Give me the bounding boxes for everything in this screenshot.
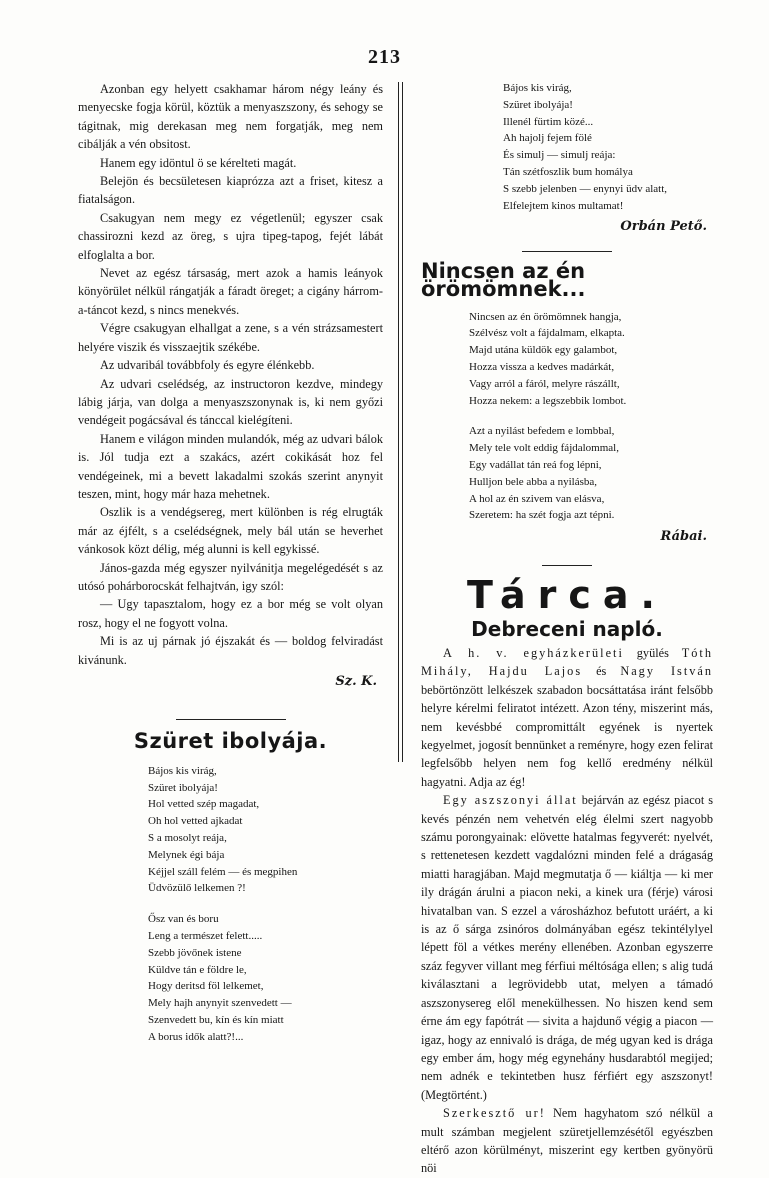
poem-line: Szeretem: ha szét fogja azt tépni. <box>469 509 615 522</box>
person-names: Nagy István <box>620 664 713 679</box>
poem-line: Hozza vissza a kedves madárkát, <box>469 360 615 373</box>
poem-line: Leng a természet felett..... <box>148 929 263 942</box>
story-paragraph: Végre csakugyan elhallgat a zene, s a vén strázsamestert helyére viszik és visszaejtik székébe. <box>78 321 383 354</box>
poem-line: Bájos kis virág, <box>503 82 572 94</box>
poem-line: Ősz van és boru <box>148 913 219 926</box>
poem-line: Szebb jövőnek istene <box>148 946 242 959</box>
column-divider <box>398 82 403 762</box>
story-paragraph: — Ugy tapasztalom, hogy ez a bor még se volt olyan rosz, hogy el ne fogyott volna. <box>78 597 383 630</box>
poem-stanza <box>469 423 713 524</box>
poem-line: Hulljon bele abba a nyilásba, <box>469 475 597 488</box>
story-paragraph: Hanem e világon minden mulandók, még az udvari bálok is. Jól tudja ezt a szakács, azért cokikását hoz fel vendégeinek, mi a bevett lakadalmi szokás szerint anynyit teszen, mint, hogy már haza mehetnek. <box>78 431 383 501</box>
poem-line: Illenél fürtim közé... <box>503 115 594 128</box>
text-run: és <box>582 664 621 679</box>
poem-signature: Orbán Pető. <box>620 219 707 235</box>
article-paragraph <box>421 1104 713 1178</box>
poem-szuret-continued <box>421 80 713 214</box>
poem-line: Nincsen az én örömömnek hangja, <box>469 310 622 323</box>
poem-line: Majd utána küldök egy galambot, <box>469 344 618 357</box>
story-paragraph: Hanem egy idöntul ö se kérelteti magát. <box>100 155 297 170</box>
spaced-lead: Egy aszszonyi állat <box>443 793 578 808</box>
poem-stanza <box>148 911 383 1045</box>
poem-line: Hogy deritsd föl lelkemet, <box>148 980 264 993</box>
poem-stanza <box>503 80 713 214</box>
poem-line: Hol vetted szép magadat, <box>148 798 260 811</box>
story-signature: Sz. K. <box>335 674 377 689</box>
poem-line: Küldve tán e földre le, <box>148 963 247 976</box>
right-column <box>421 80 713 1178</box>
poem-line: Szélvész volt a fájdalmam, elkapta. <box>469 327 625 340</box>
poem-stanza <box>469 309 713 410</box>
poem-stanza <box>148 763 383 897</box>
article-paragraph <box>421 791 713 1104</box>
poem-line: Egy vadállat tán reá fog lépni, <box>469 458 602 471</box>
poem-line: Azt a nyilást befedem e lombbal, <box>469 425 615 438</box>
poem-nincsen <box>421 309 713 525</box>
story-paragraph: Az udvari cselédség, az instructoron kezdve, mindegy lábig járja, van dolga a menyaszszonynak is, ki nem győzi vendégeit pogácsával és tánccal kielégíteni. <box>78 376 383 428</box>
text-run: bejárván az egész piacot s kevés pénzén nem vehetvén elég élelmi szert nagyobb számu porongyainak: elövette hatalmas fegyverét: nyelvét, s rettenetesen kezdett vagdalózni minden felé a drágaság miatti haragjában. Majd megmutatja ő — kiáltja — ki mer ily drágán árulni a piacon neki, a kinek ura (férje) városi hivatalban van. S ezzel a városházhoz befutott uráért, a ki is az ő sárga zsinóros dolmányában egész tekintélylyel lépett föl a vétkes merény ellenében. Azonban egyszerre száz fegyver villant meg férfiui méltósága ellen; s alig tudá kiválasztani a legrövidebb utat, melyen a támadó aszszonysereg elől menekülhessen. No hiszen kend sem érne ám egy fapótrát — sivita a hajdunő végig a piacon — igaz, hogy az ennivaló is drága, de még ugyan ked is drága egy ember ám, hogy még egynehány husdarabtól megijed; nem adnék e tekintetben husz férfiért egy aszszonyt! (Megtörtént.) <box>421 793 713 1102</box>
text-run: bebörtönzött lelkészek szabadon bocsáttatása iránt felsőbb helyre kérelmi feliratot intézett. Azon tény, miszerint más, nem kevésbbé compromittált egyének is nyertek kegyelmet, jogosít bennünket a reményre, hogy ezen felirat legfelsőbb helyen nem fog kellő eredmény nélkül hagyatni. Adja az ég! <box>421 682 713 789</box>
poem-line: Szüret ibolyája! <box>503 98 573 111</box>
poem-line: S a mosolyt reája, <box>148 832 227 844</box>
poem-line: A hol az én szivem van elásva, <box>469 492 605 505</box>
poem-szuret <box>78 763 383 1046</box>
spaced-lead: A h. v. egyházkerületi <box>443 645 624 660</box>
left-column <box>78 80 383 1060</box>
poem-line: S szebb jelenben — enynyi üdv alatt, <box>503 182 668 195</box>
section-rule <box>522 251 612 252</box>
poem-line: Szüret ibolyája! <box>148 781 218 794</box>
poem-line: A borus idők alatt?!... <box>148 1030 244 1043</box>
section-rule <box>176 719 286 720</box>
poem-line: Melynek égi bája <box>148 848 225 861</box>
poem-line: Vagy arról a fáról, melyre rászállt, <box>469 377 620 390</box>
spaced-lead: Szerkesztő ur! <box>443 1106 546 1121</box>
story-paragraph: Az udvaribál továbbfoly és egyre élénkebb. <box>100 358 315 373</box>
story-paragraph: Azonban egy helyett csakhamar három négy leány és menyecske fogja körül, köztük a menyaszszony, és sehogy se tágitnak, mig derekasan meg nem forgatják, meg nem cibálják a vén obsitost. <box>78 82 383 152</box>
story-paragraph: Nevet az egész társaság, mert azok a hamis leányok könyörület nélkül rángatják a fáradt öreget; a cigány hárrom-a-táncot kezd, s nincs menekvés. <box>78 266 383 317</box>
poem-line: Ah hajolj fejem fölé <box>503 132 592 145</box>
person-names: Tóth Mihály, Hajdu Lajos <box>421 645 713 679</box>
poem-line: Kéjjel száll felém — és megpihen <box>148 865 298 878</box>
poem-line: És simulj — simulj reája: <box>503 149 616 162</box>
poem-line: Elfelejtem kinos multamat! <box>503 199 624 212</box>
story-paragraph: Csakugyan nem megy ez végetlenül; egyszer csak chassirozni kezd az öreg, s ujra tipeg-tapog, fejét lábát elfoglalta a bor. <box>78 210 383 262</box>
poem-title-szuret: Szüret ibolyája. <box>133 729 328 754</box>
poem-line: Szenvedett bu, kín és kín miatt <box>148 1013 284 1026</box>
poem-title-nincsen: Nincsen az én örömömnek... <box>421 258 586 302</box>
section-title-tarca: Tárca. <box>466 572 667 617</box>
poem-line: Mely tele volt eddig fájdalommal, <box>469 442 619 455</box>
text-run: Nem hagyhatom szó nélkül a mult számban megjelent szüretjellemzésétől egyészben eltérő azon körülményt, miszerint egy kertben gyönyörü nöi <box>421 1106 713 1176</box>
poem-line: Tán szétfoszlik bum homálya <box>503 165 633 178</box>
poem-line: Üdvözülő lelkemen ?! <box>148 882 246 895</box>
page-number: 213 <box>368 46 401 68</box>
poem-signature: Rábai. <box>660 529 707 545</box>
story-paragraph: Oszlik is a vendégsereg, mert különben is rég elrugták már az éjfélt, s a cselédségnek, mely bál után se heverhet vánkosok közt délig, még alunni is kell egykissé. <box>78 505 383 557</box>
section-subtitle: Debreceni napló. <box>471 616 663 641</box>
article-paragraph <box>421 644 713 791</box>
story-paragraph: Belejön és becsületesen kiaprózza azt a friset, kitesz a fiatalságon. <box>78 174 383 207</box>
poem-line: Oh hol vetted ajkadat <box>148 815 243 828</box>
section-rule <box>542 565 592 566</box>
poem-line: Mely hajh anynyit szenvedett — <box>148 997 292 1010</box>
text-run: gyülés <box>623 645 682 660</box>
poem-line: Bájos kis virág, <box>148 764 217 777</box>
poem-line: Hozza nekem: a legszebbik lombot. <box>469 394 627 407</box>
story-paragraph: Mi is az uj párnak jó éjszakát és — boldog felviradást kivánunk. <box>78 634 383 667</box>
story-paragraph: János-gazda még egyszer nyilvánitja megelégedését s az utósó pohárborocskát felhajtván, igy szól: <box>78 560 383 593</box>
